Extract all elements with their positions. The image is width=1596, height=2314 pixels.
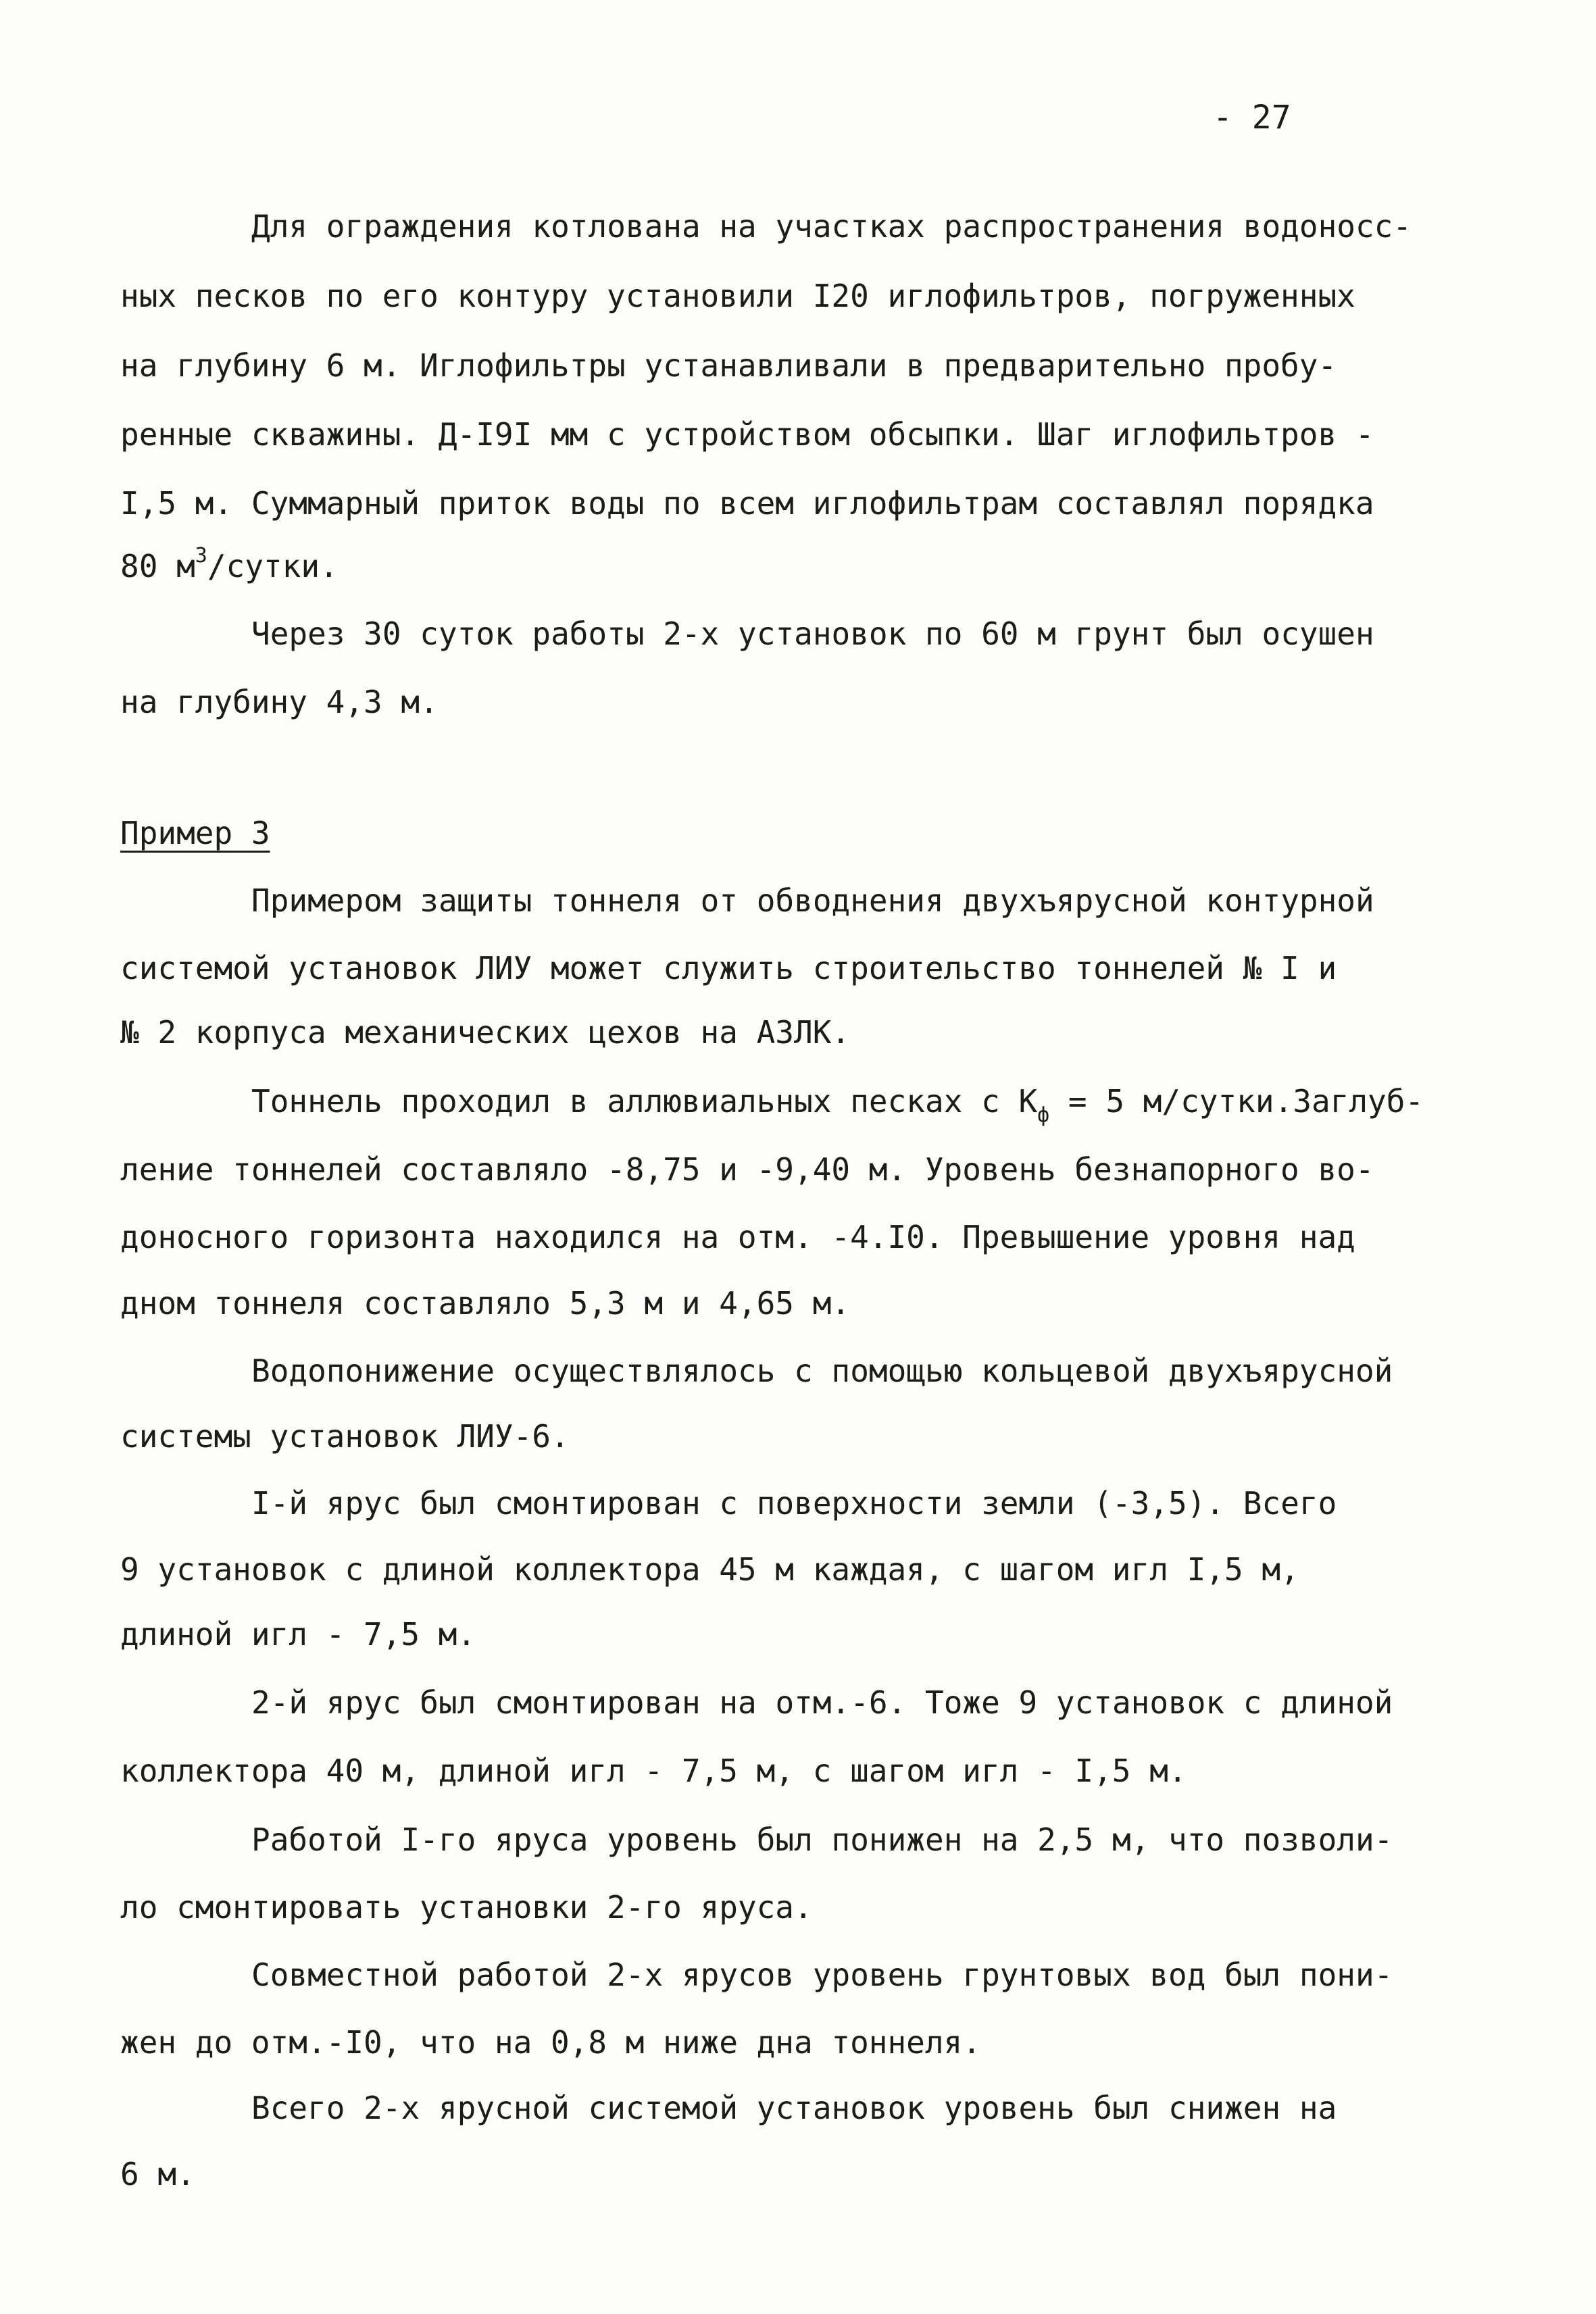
text-line: Через 30 суток работы 2-х установок по 60 м грунт был осушен (251, 615, 1374, 652)
text-line: дном тоннеля составляло 5,3 м и 4,65 м. (120, 1285, 851, 1322)
text-line: системой установок ЛИУ может служить строительство тоннелей № I и (120, 950, 1337, 986)
text-line: ренные скважины. Д-I9I мм с устройством обсыпки. Шаг иглофильтров - (120, 416, 1374, 453)
text-line: ло смонтировать установки 2-го яруса. (120, 1889, 813, 1926)
text-line: Примером защиты тоннеля от обводнения двухъярусной контурной (251, 882, 1374, 919)
text-line: жен до отм.-I0, что на 0,8 м ниже дна тоннеля. (120, 2024, 981, 2061)
text-line: I-й ярус был смонтирован с поверхности земли (-3,5). Всего (251, 1485, 1337, 1521)
text-line: I,5 м. Суммарный приток воды по всем иглофильтрам составлял порядка (120, 485, 1374, 522)
text-line-with-subscript (251, 1083, 1424, 1127)
text-line-with-superscript (120, 544, 339, 584)
text-line: 9 установок с длиной коллектора 45 м каждая, с шагом игл I,5 м, (120, 1551, 1299, 1588)
text-line: № 2 корпуса механических цехов на АЗЛК. (120, 1014, 851, 1051)
text-line: ных песков по его контуру установили I20 иглофильтров, погруженных (120, 278, 1355, 314)
text-line: 2-й ярус был смонтирован на отм.-6. Тоже 9 установок с длиной (251, 1684, 1393, 1721)
text-line: Совместной работой 2-х ярусов уровень грунтовых вод был пони- (251, 1957, 1393, 1993)
text-line: Всего 2-х ярусной системой установок уровень был снижен на (251, 2090, 1337, 2126)
subscript: ф (1037, 1103, 1050, 1127)
text-segment: /сутки. (207, 548, 339, 584)
text-line: системы установок ЛИУ-6. (120, 1418, 570, 1455)
superscript: 3 (195, 544, 207, 568)
text-line: на глубину 6 м. Иглофильтры устанавливали в предварительно пробу- (120, 347, 1337, 384)
text-line: на глубину 4,3 м. (120, 684, 439, 720)
text-line: доносного горизонта находился на отм. -4.I0. Превышение уровня над (120, 1219, 1355, 1255)
text-line: коллектора 40 м, длиной игл - 7,5 м, с шагом игл - I,5 м. (120, 1753, 1187, 1789)
text-segment: = 5 м/сутки.Заглуб- (1049, 1083, 1424, 1120)
text-line: Водопонижение осуществлялось с помощью кольцевой двухъярусной (251, 1353, 1393, 1389)
text-line: Работой I-го яруса уровень был понижен на 2,5 м, что позволи- (251, 1821, 1393, 1858)
text-line: Для ограждения котлована на участках распространения водоносс- (251, 208, 1412, 245)
section-heading: Пример 3 (120, 815, 270, 851)
page-number: - 27 (1213, 99, 1291, 136)
text-line: длиной игл - 7,5 м. (120, 1616, 476, 1653)
text-line: 6 м. (120, 2156, 195, 2192)
text-line: ление тоннелей составляло -8,75 и -9,40 м. Уровень безнапорного во- (120, 1151, 1374, 1188)
text-segment: 80 м (120, 548, 195, 584)
text-segment: Тоннель проходил в аллювиальных песках с К (251, 1083, 1038, 1120)
